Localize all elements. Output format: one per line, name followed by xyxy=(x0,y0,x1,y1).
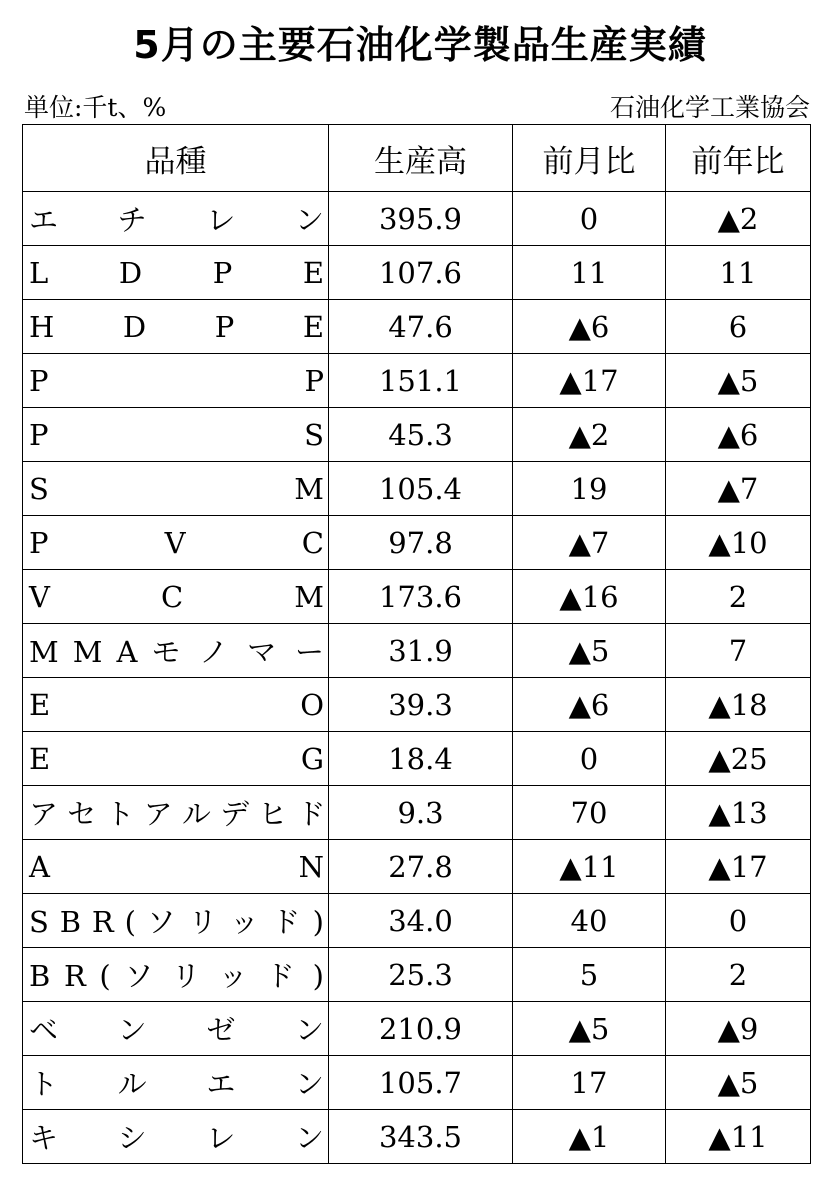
table-row xyxy=(23,894,811,948)
table-row xyxy=(23,192,811,246)
product-name-cell: M M A モ ノ マ ー xyxy=(23,624,329,678)
product-name-cell: S M xyxy=(23,462,329,516)
month-over-month-cell: ▲2 xyxy=(513,408,666,462)
table-row xyxy=(23,1056,811,1110)
table-row xyxy=(23,570,811,624)
production-cell: 173.6 xyxy=(329,570,513,624)
production-cell: 47.6 xyxy=(329,300,513,354)
year-over-year-cell: ▲2 xyxy=(666,192,811,246)
source-label: 石油化学工業協会 xyxy=(609,93,810,122)
table-row xyxy=(23,408,811,462)
year-over-year-cell: 7 xyxy=(666,624,811,678)
month-over-month-cell: ▲6 xyxy=(513,300,666,354)
table-body xyxy=(23,192,811,1164)
product-name-cell: エ チ レ ン xyxy=(23,192,329,246)
header-product: 品種 xyxy=(23,125,329,192)
table-row xyxy=(23,732,811,786)
table-row xyxy=(23,1002,811,1056)
product-name-cell: P S xyxy=(23,408,329,462)
month-over-month-cell: 0 xyxy=(513,732,666,786)
table-row xyxy=(23,624,811,678)
production-cell: 107.6 xyxy=(329,246,513,300)
table-row xyxy=(23,246,811,300)
year-over-year-cell: 0 xyxy=(666,894,811,948)
production-cell: 25.3 xyxy=(329,948,513,1002)
production-cell: 105.4 xyxy=(329,462,513,516)
month-over-month-cell: ▲17 xyxy=(513,354,666,408)
production-cell: 9.3 xyxy=(329,786,513,840)
month-over-month-cell: 11 xyxy=(513,246,666,300)
month-over-month-cell: 0 xyxy=(513,192,666,246)
table-row xyxy=(23,948,811,1002)
header-year-over-year: 前年比 xyxy=(666,125,811,192)
production-cell: 105.7 xyxy=(329,1056,513,1110)
product-name-cell: A N xyxy=(23,840,329,894)
product-name-cell: E O xyxy=(23,678,329,732)
month-over-month-cell: ▲11 xyxy=(513,840,666,894)
year-over-year-cell: ▲10 xyxy=(666,516,811,570)
table-row xyxy=(23,354,811,408)
production-cell: 151.1 xyxy=(329,354,513,408)
table-row xyxy=(23,1110,811,1164)
month-over-month-cell: ▲5 xyxy=(513,1002,666,1056)
table-row xyxy=(23,516,811,570)
product-name-cell: L D P E xyxy=(23,246,329,300)
table-row xyxy=(23,786,811,840)
product-name-cell: ト ル エ ン xyxy=(23,1056,329,1110)
product-name-cell: P V C xyxy=(23,516,329,570)
product-name-cell: P P xyxy=(23,354,329,408)
production-cell: 39.3 xyxy=(329,678,513,732)
year-over-year-cell: 6 xyxy=(666,300,811,354)
table-row xyxy=(23,300,811,354)
year-over-year-cell: ▲7 xyxy=(666,462,811,516)
header-month-over-month: 前月比 xyxy=(513,125,666,192)
product-name-cell: V C M xyxy=(23,570,329,624)
product-name-cell: ベ ン ゼ ン xyxy=(23,1002,329,1056)
production-cell: 31.9 xyxy=(329,624,513,678)
year-over-year-cell: ▲11 xyxy=(666,1110,811,1164)
month-over-month-cell: ▲16 xyxy=(513,570,666,624)
page-title: 5月の主要石油化学製品生産実績 xyxy=(133,23,707,67)
month-over-month-cell: ▲6 xyxy=(513,678,666,732)
month-over-month-cell: 17 xyxy=(513,1056,666,1110)
product-name-cell: H D P E xyxy=(23,300,329,354)
year-over-year-cell: 2 xyxy=(666,948,811,1002)
month-over-month-cell: ▲1 xyxy=(513,1110,666,1164)
header-row xyxy=(23,125,811,192)
table-header xyxy=(23,125,811,192)
product-name-cell: キ シ レ ン xyxy=(23,1110,329,1164)
table-row xyxy=(23,840,811,894)
production-cell: 97.8 xyxy=(329,516,513,570)
month-over-month-cell: ▲7 xyxy=(513,516,666,570)
production-cell: 18.4 xyxy=(329,732,513,786)
month-over-month-cell: 70 xyxy=(513,786,666,840)
product-name-cell: S B R ( ソ リ ッ ド ) xyxy=(23,894,329,948)
year-over-year-cell: ▲9 xyxy=(666,1002,811,1056)
table-row xyxy=(23,462,811,516)
production-cell: 34.0 xyxy=(329,894,513,948)
month-over-month-cell: ▲5 xyxy=(513,624,666,678)
year-over-year-cell: ▲6 xyxy=(666,408,811,462)
year-over-year-cell: ▲25 xyxy=(666,732,811,786)
year-over-year-cell: ▲18 xyxy=(666,678,811,732)
table-row xyxy=(23,678,811,732)
year-over-year-cell: 2 xyxy=(666,570,811,624)
month-over-month-cell: 5 xyxy=(513,948,666,1002)
production-cell: 343.5 xyxy=(329,1110,513,1164)
production-cell: 45.3 xyxy=(329,408,513,462)
header-production: 生産高 xyxy=(329,125,513,192)
year-over-year-cell: ▲13 xyxy=(666,786,811,840)
year-over-year-cell: ▲5 xyxy=(666,1056,811,1110)
unit-label: 単位:千t、% xyxy=(24,93,167,122)
production-table xyxy=(22,124,811,1164)
production-cell: 210.9 xyxy=(329,1002,513,1056)
year-over-year-cell: 11 xyxy=(666,246,811,300)
product-name-cell: E G xyxy=(23,732,329,786)
year-over-year-cell: ▲17 xyxy=(666,840,811,894)
production-cell: 27.8 xyxy=(329,840,513,894)
production-cell: 395.9 xyxy=(329,192,513,246)
year-over-year-cell: ▲5 xyxy=(666,354,811,408)
month-over-month-cell: 19 xyxy=(513,462,666,516)
product-name-cell: ア セ ト ア ル デ ヒ ド xyxy=(23,786,329,840)
product-name-cell: B R ( ソ リ ッ ド ) xyxy=(23,948,329,1002)
month-over-month-cell: 40 xyxy=(513,894,666,948)
